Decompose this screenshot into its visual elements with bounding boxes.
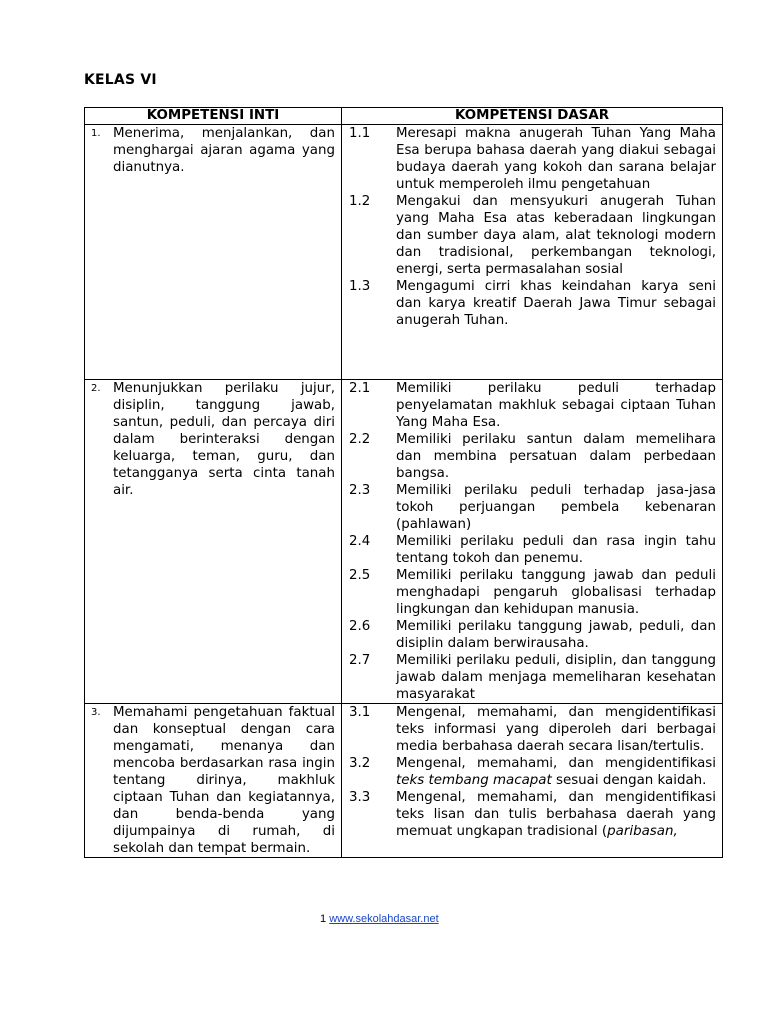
kd-text: Memiliki perilaku peduli terhadap penyelamatan makhluk sebagai ciptaan Tuhan Yang Maha Esa. [396, 381, 716, 430]
page-footer [320, 912, 439, 926]
kd-text [396, 755, 716, 789]
kd-cell [342, 704, 723, 858]
kd-cell [342, 380, 723, 704]
ki-text: Menunjukkan perilaku jujur, disiplin, tanggung jawab, santun, peduli, dan percaya diri dalam berinteraksi dengan keluarga, teman, guru, dan tetangganya serta cinta tanah air. [113, 381, 335, 498]
kd-text: Mengagumi cirri khas keindahan karya seni dan karya kreatif Daerah Jawa Timur sebagai anugerah Tuhan. [396, 279, 716, 328]
kd-item [349, 567, 716, 618]
kd-number: 3.1 [349, 705, 371, 720]
kd-item [349, 789, 716, 840]
kd-number: 3.2 [349, 756, 371, 771]
table-header-row [85, 108, 723, 125]
kd-text: Memiliki perilaku santun dalam memelihara dan membina persatuan dalam perbedaan bangsa. [396, 432, 716, 481]
kd-text: Memiliki perilaku peduli dan rasa ingin tahu tentang tokoh dan penemu. [396, 534, 716, 566]
kd-number: 1.2 [349, 194, 371, 209]
ki-number: 3. [91, 707, 101, 718]
kd-item [349, 125, 716, 193]
table-row [85, 704, 723, 858]
kd-cell [342, 125, 723, 380]
table-row [85, 380, 723, 704]
kd-text: Memiliki perilaku peduli, disiplin, dan tanggung jawab dalam menjaga memeliharan kesehatan masyarakat [396, 653, 716, 702]
kd-item [349, 755, 716, 789]
kd-number: 2.5 [349, 568, 371, 583]
kd-item [349, 704, 716, 755]
kd-item [349, 482, 716, 533]
kd-text-italic: paribasan, [607, 824, 678, 839]
kd-text: Memiliki perilaku tanggung jawab dan peduli menghadapi pengaruh globalisasi terhadap lingkungan dan kehidupan manusia. [396, 568, 716, 617]
kd-text-part: sesuai dengan kaidah. [551, 773, 707, 788]
kd-item [349, 618, 716, 652]
kd-number: 2.4 [349, 534, 371, 549]
header-kompetensi-inti: KOMPETENSI INTI [85, 108, 342, 125]
kd-item [349, 380, 716, 431]
kd-number: 2.1 [349, 381, 371, 396]
ki-cell [85, 380, 342, 704]
kd-number: 2.6 [349, 619, 371, 634]
competency-table [84, 107, 723, 858]
kd-text: Mengenal, memahami, dan mengidentifikasi teks informasi yang diperoleh dari berbagai media berbahasa daerah secara lisan/tertulis. [396, 705, 716, 754]
kd-number: 2.3 [349, 483, 371, 498]
kd-text: Memiliki perilaku peduli terhadap jasa-jasa tokoh perjuangan pembela kebenaran (pahlawan) [396, 483, 716, 532]
kd-text: Mengakui dan mensyukuri anugerah Tuhan yang Maha Esa atas keberadaan lingkungan dan sumber daya alam, alat teknologi modern dan tradisional, perkembangan teknologi, energi, serta permasalahan sosial [396, 194, 716, 277]
ki-cell [85, 125, 342, 380]
kd-item [349, 533, 716, 567]
kd-text-italic: teks tembang macapat [396, 773, 552, 788]
header-kompetensi-dasar: KOMPETENSI DASAR [342, 108, 723, 125]
kd-text-part: Mengenal, memahami, dan mengidentifikasi teks lisan dan tulis berbahasa daerah yang memuat ungkapan tradisional ( [396, 790, 716, 839]
ki-text: Memahami pengetahuan faktual dan konseptual dengan cara mengamati, menanya dan mencoba berdasarkan rasa ingin tentang dirinya, makhluk ciptaan Tuhan dan kegiatannya, dan benda-benda yang dijumpainya di rumah, di sekolah dan tempat bermain. [113, 705, 335, 856]
kd-text [396, 789, 716, 840]
kd-item [349, 652, 716, 703]
kd-item [349, 431, 716, 482]
kd-number: 3.3 [349, 790, 371, 805]
ki-cell [85, 704, 342, 858]
page-title: KELAS VI [84, 72, 157, 88]
ki-text: Menerima, menjalankan, dan menghargai ajaran agama yang dianutnya. [113, 126, 335, 175]
kd-number: 1.3 [349, 279, 371, 294]
kd-number: 2.2 [349, 432, 371, 447]
kd-text-part: Mengenal, memahami, dan mengidentifikasi [396, 756, 716, 771]
kd-text: Meresapi makna anugerah Tuhan Yang Maha Esa berupa bahasa daerah yang diakui sebagai budaya daerah yang kokoh dan sarana belajar untuk memperoleh ilmu pengetahuan [396, 126, 716, 192]
ki-number: 2. [91, 383, 101, 394]
kd-number: 1.1 [349, 126, 371, 141]
kd-item [349, 278, 716, 329]
table-row [85, 125, 723, 380]
footer-page-number: 1 [320, 913, 327, 925]
footer-website-link[interactable]: www.sekolahdasar.net [329, 913, 439, 925]
kd-number: 2.7 [349, 653, 371, 668]
kd-text: Memiliki perilaku tanggung jawab, peduli, dan disiplin dalam berwirausaha. [396, 619, 716, 651]
kd-item [349, 193, 716, 278]
ki-number: 1. [91, 128, 101, 139]
